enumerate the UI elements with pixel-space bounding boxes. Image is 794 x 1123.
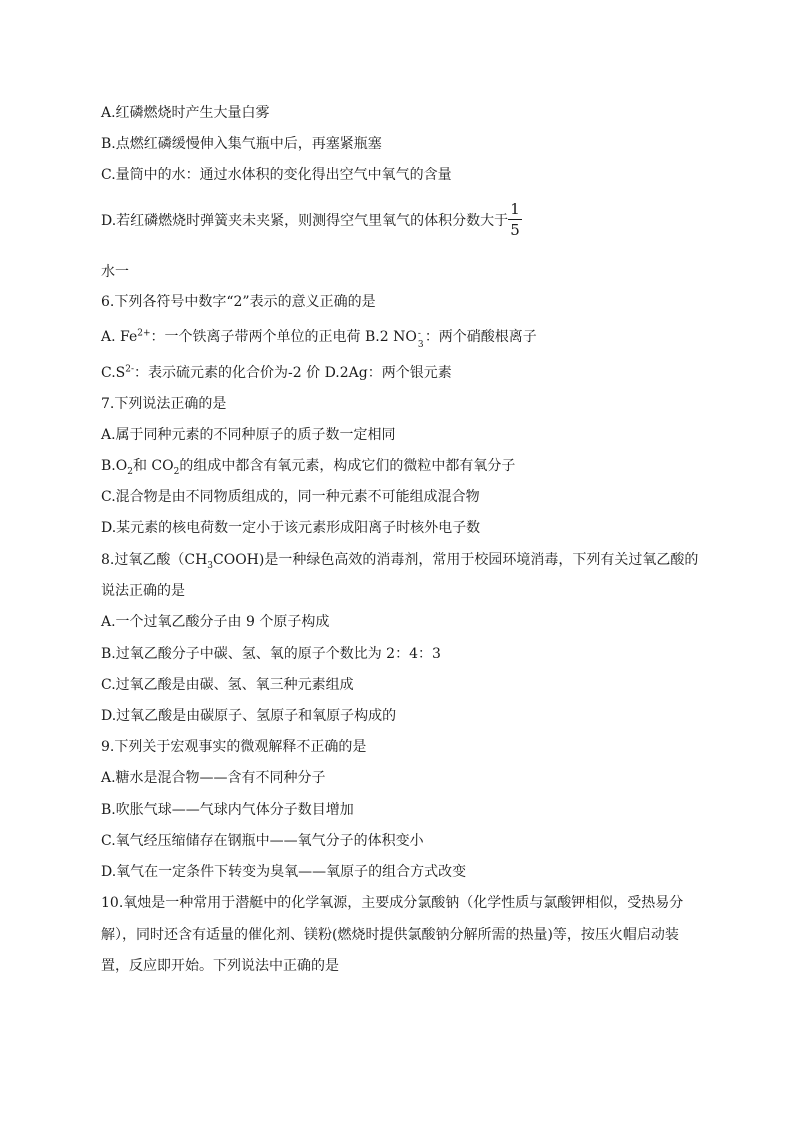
q9-option-c: C.氧气经压缩储存在钢瓶中——氧气分子的体积变小 xyxy=(101,833,424,849)
q6-c-prefix: C.S xyxy=(101,365,126,381)
q6-b-subscript: 3 xyxy=(417,340,424,350)
q8-stem-prefix: 8.过氧乙酸（CH xyxy=(101,552,208,568)
q8-option-d: D.过氧乙酸是由碳原子、氢原子和氧原子构成的 xyxy=(101,708,397,724)
q7-option-b xyxy=(101,457,515,475)
q6-b-ion-scripts xyxy=(417,329,425,350)
q8-stem-sub: 3 xyxy=(207,560,214,571)
q5-option-b: B.点燃红磷缓慢伸入集气瓶中后，再塞紧瓶塞 xyxy=(101,136,382,152)
q8-stem-text: COOH)是一种绿色高效的消毒剂，常用于校园环境消毒，下列有关过氧乙酸的 xyxy=(213,552,699,568)
q7-option-c: C.混合物是由不同物质组成的，同一种元素不可能组成混合物 xyxy=(101,489,480,505)
fraction-denominator: 5 xyxy=(510,221,520,239)
q8-option-b: B.过氧乙酸分子中碳、氢、氧的原子个数比为 2：4：3 xyxy=(101,646,441,662)
q9-option-d: D.氧气在一定条件下转变为臭氧——氧原子的组合方式改变 xyxy=(101,864,467,880)
q7-b-sub2: 2 xyxy=(173,466,180,477)
q6-ab-text: ：一个铁离子带两个单位的正电荷 B.2 NO xyxy=(150,329,417,345)
q6-options-cd xyxy=(101,364,452,382)
q6-a-prefix: A. Fe xyxy=(101,329,138,345)
q8-stem-line2: 说法正确的是 xyxy=(101,583,185,599)
q6-c-charge: 2- xyxy=(125,364,135,375)
q7-stem: 7.下列说法正确的是 xyxy=(101,396,227,412)
q9-stem: 9.下列关于宏观事实的微观解释不正确的是 xyxy=(101,739,367,755)
q7-option-d: D.某元素的核电荷数一定小于该元素形成阳离子时核外电子数 xyxy=(101,520,481,536)
q10-stem-line2: 解），同时还含有适量的催化剂、镁粉(燃烧时提供氯酸钠分解所需的热量)等，按压火帽启动装 xyxy=(101,927,679,943)
q9-option-b: B.吹胀气球——气球内气体分子数目增加 xyxy=(101,802,354,818)
q6-options-ab xyxy=(101,328,537,350)
q9-option-a: A.糖水是混合物——含有不同种分子 xyxy=(101,770,326,786)
q10-stem-line1: 10.氧烛是一种常用于潜艇中的化学氧源，主要成分氯酸钠（化学性质与氯酸钾相似，受热易分 xyxy=(101,895,684,911)
q6-b-text: ：两个硝酸根离子 xyxy=(424,329,537,345)
q8-option-a: A.一个过氧乙酸分子由 9 个原子构成 xyxy=(101,614,330,630)
q7-b-text: 的组成中都含有氧元素，构成它们的微粒中都有氧分子 xyxy=(179,458,516,474)
q5-option-a: A.红磷燃烧时产生大量白雾 xyxy=(101,105,270,121)
q6-cd-text: ：表示硫元素的化合价为-2 价 D.2Ag：两个银元素 xyxy=(134,365,452,381)
fraction-bar xyxy=(508,219,522,220)
fraction-numerator: 1 xyxy=(510,200,520,218)
q5-option-d-fraction xyxy=(508,201,522,238)
q8-stem xyxy=(101,551,698,569)
q5-option-d: D.若红磷燃烧时弹簧夹未夹紧，则测得空气里氧气的体积分数大于 xyxy=(101,213,509,229)
q7-b-prefix: B.O xyxy=(101,458,128,474)
q7-option-a: A.属于同种元素的不同种原子的质子数一定相同 xyxy=(101,427,396,443)
q6-a-charge: 2+ xyxy=(137,328,151,339)
q6-stem: 6.下列各符号中数字“2”表示的意义正确的是 xyxy=(101,294,376,310)
q7-b-mid: 和 CO xyxy=(132,458,174,474)
q10-stem-line3: 置，反应即开始。下列说法中正确的是 xyxy=(101,958,339,974)
q5-option-c: C.量筒中的水：通过水体积的变化得出空气中氧气的含量 xyxy=(101,167,452,183)
q8-option-c: C.过氧乙酸是由碳、氢、氧三种元素组成 xyxy=(101,677,354,693)
q6-b-charge: - xyxy=(417,329,421,339)
q7-b-sub1: 2 xyxy=(127,466,133,477)
q5-continuation: 水一 xyxy=(101,264,129,280)
